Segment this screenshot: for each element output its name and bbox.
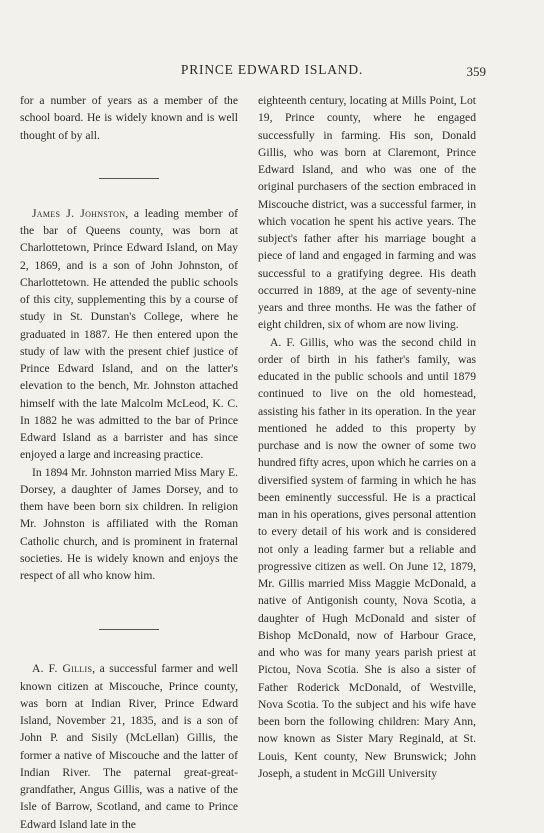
johnston-bio-text: , a leading member of the bar of Queens county, was born at Charlottetown, Prince Edward Island, on May 2, 1869, and is a son of John Johnston, of Charlottetown. He attended the public schools of this city, supplementing this by a course of study in St. Dunstan's College, where he graduated in 1887. He then entered upon the study of law with the present chief justice of Prince Edward Island, and on the latter's elevation to the bench, Mr. Johnston attached himself with the late Malcolm McLeod, K. C. In 1882 he was admitted to the bar of Prince Edward Island as a barrister and has since enjoyed a large and increasing practice. xyxy=(20,206,239,462)
paragraph-school-board: for a number of years as a member of the school board. He is widely known and is well thought of by all. xyxy=(20,94,238,142)
left-column xyxy=(20,92,238,833)
right-column xyxy=(258,92,476,782)
paragraph-johnston-bio xyxy=(20,205,238,464)
person-name-johnston: James J. Johnston xyxy=(32,206,126,220)
page-header xyxy=(0,62,544,82)
gillis-bio-text: , a successful farmer and well known citizen at Miscouche, Prince county, was born at Indian River, Prince Edward Island, November 21, 1835, and is a son of John P. and Sisily (McLellan) Gillis, the former a native of Miscouche and the latter of Indian River. The paternal great-great-grandfather, Angus Gillis, was a native of the Isle of Barrow, Scotland, and came to Prince Edward Island late in the xyxy=(20,662,238,831)
paragraph-gillis-ancestry: eighteenth century, locating at Mills Point, Lot 19, Prince county, where he engaged successfully in farming. His son, Donald Gillis, who was born at Claremont, Prince Edward Island, and who was one of the original purchasers of the section embraced in Miscouche district, was a successful farmer, in which vocation he spent his active years. The subject's father after his marriage bought a piece of land and engaged in farming and was successful to a gratifying degree. His death occurred in 1889, at the age of seventy-nine years and three months. He was the father of eight children, six of whom are now living. xyxy=(258,94,476,332)
paragraph-gillis-career: A. F. Gillis, who was the second child in order of birth in his father's family, was educated in the public schools and until 1879 continued to live on the old homestead, assisting his father in its operation. In the year mentioned he added to this property by purchase and is now the owner of some two hundred fifty acres, upon which he carries on a diversified system of farming in which he has been eminently successful. He is a practical man in his operations, gives personal attention to every detail of his work and is considered not only a leading farmer but a reliable and progressive citizen as well. On June 12, 1879, Mr. Gillis married Miss Maggie McDonald, a native of Antigonish county, Nova Scotia, a daughter of Hugh McDonald and sister of Bishop McDonald, now of Harbour Grace, and who was for many years parish priest at Pictou, Nova Scotia. She is also a sister of Father Roderick McDonald, of Westville, Nova Scotia. To the subject and his wife have been born the following children: Mary Ann, now known as Sister Mary Reginald, at St. Louis, Kent county, New Brunswick; John Joseph, a student in McGill University xyxy=(258,335,476,780)
person-name-gillis: A. F. Gillis xyxy=(32,662,93,676)
running-title: PRINCE EDWARD ISLAND. xyxy=(180,62,364,77)
page-number: 359 xyxy=(466,64,486,79)
paragraph-johnston-family: In 1894 Mr. Johnston married Miss Mary E. Dorsey, a daughter of James Dorsey, and to them have been born six children. In religion Mr. Johnston is affiliated with the Roman Catholic church, and is prominent in fraternal societies. He is widely known and enjoys the respect of all who know him. xyxy=(20,465,238,582)
paragraph-gillis-bio xyxy=(20,660,238,833)
